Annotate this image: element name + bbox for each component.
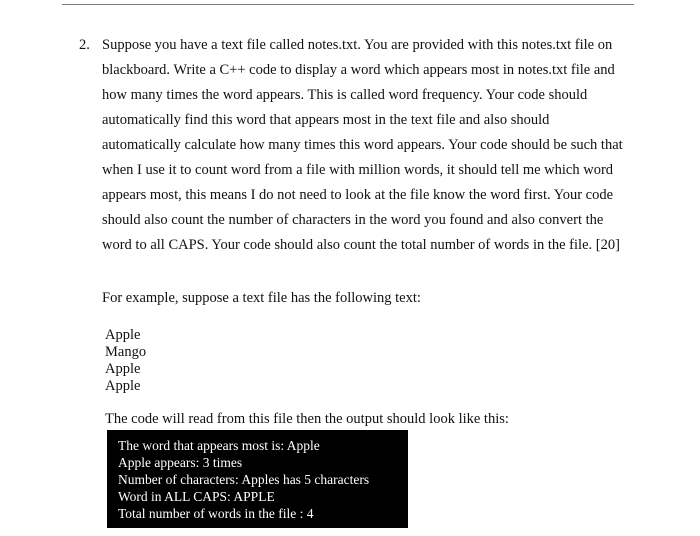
console-output-line: Number of characters: Apples has 5 characters — [118, 472, 370, 487]
question-line: when I use it to count word from a file with million words, it should tell me which word — [102, 162, 614, 178]
output-intro: The code will read from this file then the output should look like this: — [105, 411, 509, 427]
question-line: automatically calculate how many times this word appears. Your code should be such that — [102, 137, 623, 153]
example-word: Apple — [105, 327, 141, 343]
console-output-line: The word that appears most is: Apple — [118, 438, 320, 453]
example-word: Mango — [105, 344, 147, 360]
question-line: Suppose you have a text file called notes.txt. You are provided with this notes.txt file on — [102, 37, 613, 53]
question-number: 2. — [79, 37, 90, 53]
question-line: appears most, this means I do not need to look at the file know the word first. Your code — [102, 187, 614, 203]
example-word-list — [105, 327, 146, 395]
example-word: Apple — [105, 361, 141, 377]
question-line: blackboard. Write a C++ code to display a word which appears most in notes.txt file and — [102, 62, 615, 78]
example-word: Apple — [105, 378, 141, 394]
console-output-line: Apple appears: 3 times — [118, 455, 243, 470]
question-line: automatically find this word that appears most in the text file and also should — [102, 112, 550, 128]
console-output-line: Total number of words in the file : 4 — [118, 506, 314, 521]
example-intro: For example, suppose a text file has the following text: — [102, 290, 421, 306]
question-line: how many times the word appears. This is called word frequency. Your code should — [102, 87, 588, 103]
console-output-lines — [118, 437, 369, 522]
console-output-line: Word in ALL CAPS: APPLE — [118, 489, 275, 504]
top-divider — [62, 4, 634, 5]
question-line: word to all CAPS. Your code should also count the total number of words in the file. [20] — [102, 237, 620, 253]
question-paragraph — [102, 36, 642, 261]
question-line: should also count the number of characters in the word you found and also convert the — [102, 212, 604, 228]
console-output-box — [107, 430, 408, 528]
